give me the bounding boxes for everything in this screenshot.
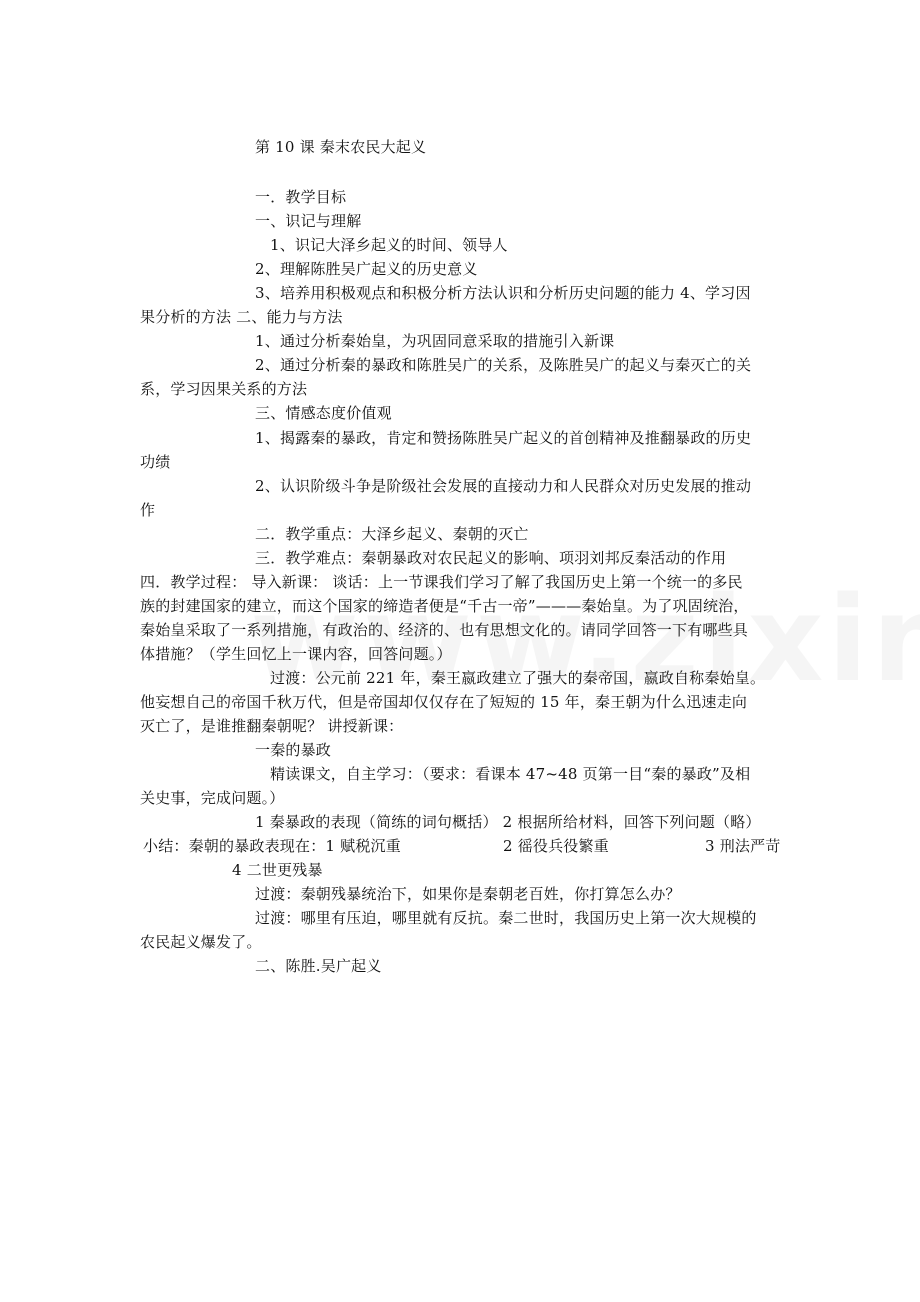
text-line: 4 二世更残暴 [232,861,323,879]
text-line: 二．教学重点：大泽乡起义、秦朝的灭亡 [255,525,529,543]
text-line: 关史事，完成问题。） [140,789,285,807]
text-line: 精读课文，自主学习：（要求：看课本 47~48 页第一目“秦的暴政”及相 [270,765,751,783]
text-line: 一、识记与理解 [255,212,362,230]
text-line: 小结：秦朝的暴政表现在：1 赋税沉重 [143,837,401,855]
text-line: 他妄想自己的帝国千秋万代，但是帝国却仅仅存在了短短的 15 年，秦王朝为什么迅速走向 [140,693,748,711]
text-line: 一秦的暴政 [255,741,332,759]
text-line: 功绩 [140,453,171,471]
lesson-title: 第 10 课 秦末农民大起义 [255,138,427,156]
text-line: 2、认识阶级斗争是阶级社会发展的直接动力和人民群众对历史发展的推动 [255,477,752,495]
text-line: 1、通过分析秦始皇，为巩固同意采取的措施引入新课 [255,332,615,350]
text-line: 2、通过分析秦的暴政和陈胜吴广的关系，及陈胜吴广的起义与秦灭亡的关 [255,356,752,374]
text-line: 3、培养用积极观点和积极分析方法认识和分析历史问题的能力 4、学习因 [255,284,751,302]
text-line: 作 [140,501,156,519]
text-line: 体措施？（学生回忆上一课内容，回答问题。） [140,645,452,663]
text-line: 族的封建国家的建立，而这个国家的缔造者便是“千古一帝”———秦始皇。为了巩固统治， [140,597,749,615]
text-line: 果分析的方法 二、能力与方法 [140,308,343,326]
text-line: 过渡：公元前 221 年，秦王嬴政建立了强大的秦帝国，嬴政自称秦始皇。 [270,669,766,687]
text-line: 二、陈胜.吴广起义 [255,957,382,975]
text-line: 1 秦暴政的表现（简练的词句概括） 2 根据所给材料，回答下列问题（略） [255,813,761,831]
text-line: 过渡：哪里有压迫，哪里就有反抗。秦二世时，我国历史上第一次大规模的 [255,909,757,927]
text-line: 农民起义爆发了。 [140,933,262,951]
text-line: 3 刑法严苛 [705,837,781,855]
text-line: 三．教学难点：秦朝暴政对农民起义的影响、项羽刘邦反秦活动的作用 [255,549,727,567]
text-line: 过渡：秦朝残暴统治下，如果你是秦朝老百姓，你打算怎么办？ [255,885,681,903]
text-line: 一．教学目标 [255,188,347,206]
text-line: 2 徭役兵役繁重 [503,837,609,855]
text-line: 灭亡了，是谁推翻秦朝呢？ 讲授新课： [140,717,404,735]
text-line: 2、理解陈胜吴广起义的历史意义 [255,260,478,278]
text-line: 1、揭露秦的暴政，肯定和赞扬陈胜吴广起义的首创精神及推翻暴政的历史 [255,429,752,447]
text-line: 秦始皇采取了一系列措施，有政治的、经济的、也有思想文化的。请同学回答一下有哪些具 [140,621,749,639]
text-line: 1、识记大泽乡起义的时间、领导人 [270,236,508,254]
text-line: 四．教学过程： 导入新课： 谈话：上一节课我们学习了解了我国历史上第一个统一的多民 [140,573,743,591]
text-line: 系，学习因果关系的方法 [140,380,308,398]
text-line: 三、情感态度价值观 [255,404,392,422]
